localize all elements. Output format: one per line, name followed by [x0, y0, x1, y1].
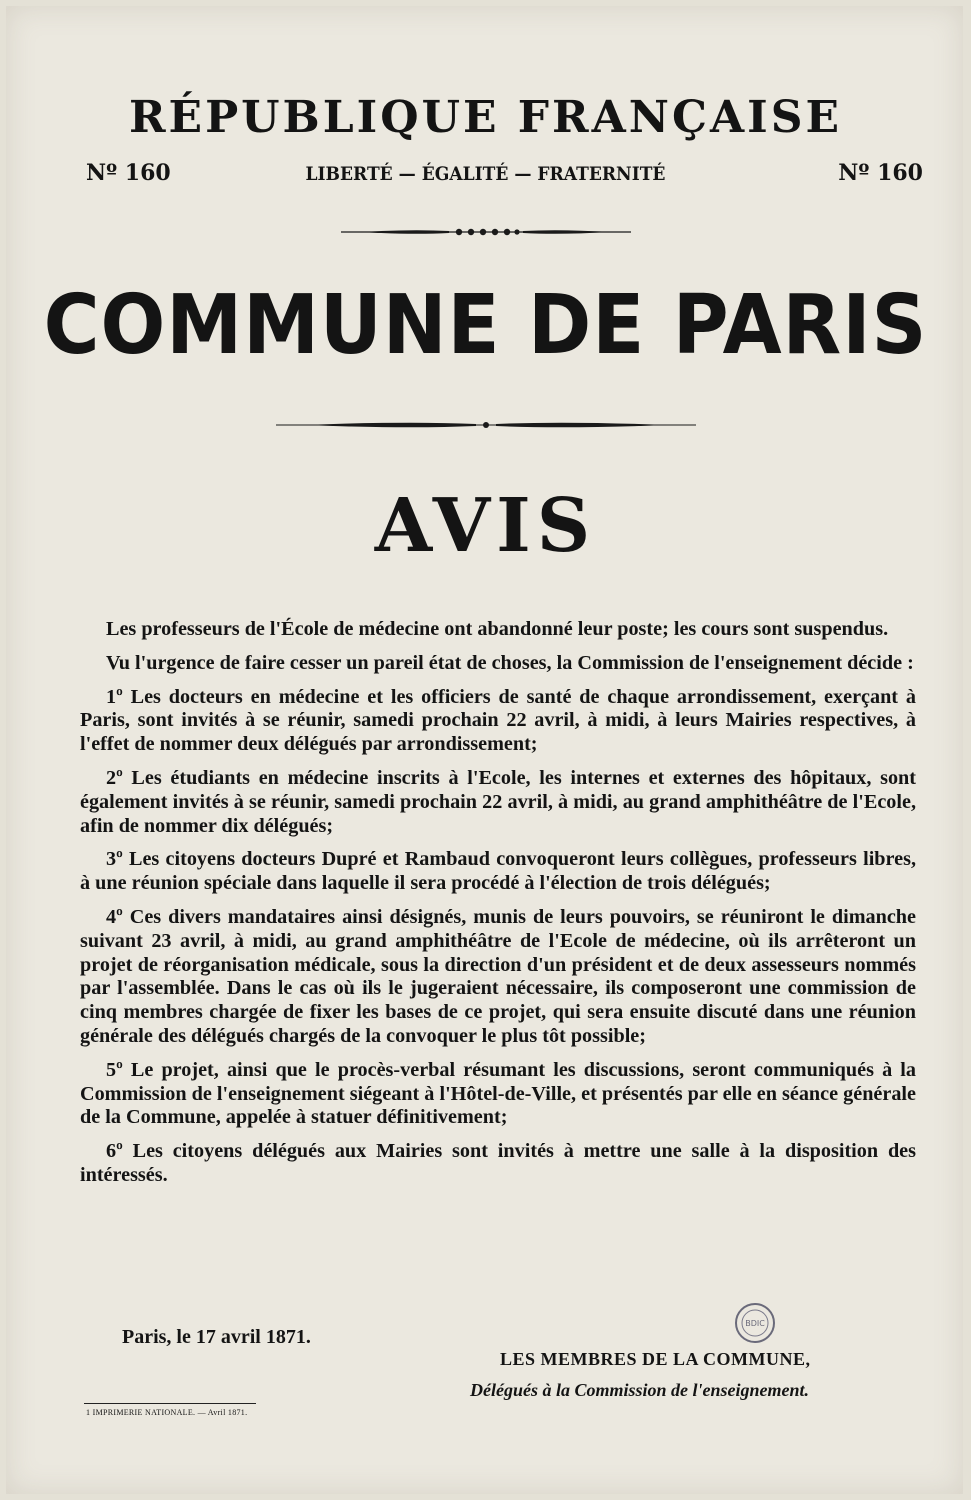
motto: LIBERTÉ — ÉGALITÉ — FRATERNITÉ [305, 163, 666, 185]
delegates-line: Délégués à la Commission de l'enseignement. [470, 1380, 810, 1400]
ornament-rule-icon [341, 224, 631, 240]
ornament-rule-middle [0, 417, 971, 437]
paragraph-article-2: 2º Les étudiants en médecine inscrits à l'Ecole, les internes et externes des hôpitaux, sont également invités à se réunir, samedi prochain 22 avril, à midi, au grand amphithéâtre de l'Ecole, afin de nommer dix délégués; [80, 766, 916, 837]
paragraph-article-1: 1º Les docteurs en médecine et les officiers de santé de chaque arrondissement, exerçant à Paris, sont invités à se réunir, samedi prochain 22 avril, à midi, à leurs Mairies respectives, à l'effet de nommer deux délégués par arrondissement; [80, 685, 916, 756]
notice-body [80, 618, 916, 1198]
printer-imprint: 1 IMPRIMERIE NATIONALE. — Avril 1871. [86, 1408, 248, 1417]
paragraph-article-6: 6º Les citoyens délégués aux Mairies sont invités à mettre une salle à la disposition des intéressés. [80, 1140, 916, 1186]
signature: LES MEMBRES DE LA COMMUNE, [500, 1349, 811, 1369]
paragraph-article-5: 5º Le projet, ainsi que le procès-verbal résumant les discussions, seront communiqués à la Commission de l'enseignement siégeant à l'Hôtel-de-Ville, et présentés par elle en séance générale de la Commune, appelée à statuer définitivement; [80, 1058, 916, 1129]
library-stamp [733, 1301, 777, 1345]
paragraph-article-4: 4º Ces divers mandataires ainsi désignés, munis de leurs pouvoirs, se réuniront le dimanche suivant 23 avril, à midi, au grand amphithéâtre de l'Ecole de médecine, où ils arrêteront un projet de réorganisation médicale, sous la direction d'un président et de deux assesseurs nommés par l'assemblée. Dans le cas où ils le jugeraient nécessaire, ils composeront une commission de cinq membres chargée de fixer les bases de ce projet, qui sera ensuite discuté dans une réunion générale des délégués chargés de la convoquer le plus tôt possible; [80, 905, 916, 1047]
number-left: Nº 160 [86, 160, 171, 186]
ornament-rule-icon [276, 417, 696, 433]
paragraph-article-3: 3º Les citoyens docteurs Dupré et Rambaud convoqueront leurs collègues, professeurs libres, à une réunion spéciale dans laquelle il sera procédé à l'élection de trois délégués; [80, 848, 916, 895]
paragraph-intro: Les professeurs de l'École de médecine ont abandonné leur poste; les cours sont suspendus. [106, 618, 889, 640]
date-line: Paris, le 17 avril 1871. [122, 1326, 311, 1348]
commune-title: COMMUNE DE PARIS [43, 278, 928, 373]
avis-heading: AVIS [374, 483, 597, 569]
ornament-rule-top [0, 224, 971, 244]
stamp-text: BDIC [745, 1319, 765, 1328]
republique-heading: RÉPUBLIQUE FRANÇAISE [128, 92, 843, 143]
imprint-rule [84, 1403, 256, 1404]
stamp-icon [733, 1301, 777, 1345]
paragraph-decision: Vu l'urgence de faire cesser un pareil état de choses, la Commission de l'enseignement décide : [106, 651, 914, 674]
number-right: Nº 160 [838, 160, 923, 186]
